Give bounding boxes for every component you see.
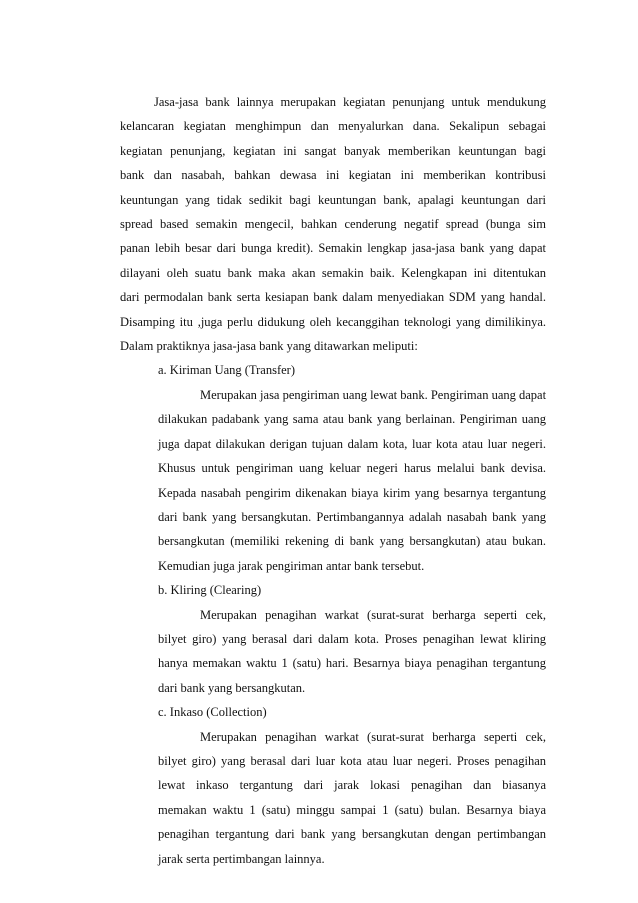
intro-line: panan lebih besar dari bunga kredit). Semakin lengkap jasa-jasa bank yang dapat [120, 241, 546, 256]
intro-line: Jasa-jasa bank lainnya merupakan kegiatan penunjang untuk mendukung [154, 95, 546, 109]
item-line: Kemudian juga jarak pengiriman antar bank tersebut. [158, 558, 425, 573]
item-clearing [120, 578, 546, 700]
item-paragraph [158, 603, 546, 701]
item-line: Merupakan penagihan warkat (surat-surat berharga seperti cek, [200, 729, 546, 744]
intro-line: Dalam praktiknya jasa-jasa bank yang ditawarkan meliputi: [120, 339, 418, 354]
intro-line: bank dan nasabah, bahkan dewasa ini kegiatan ini memberikan kontribusi [120, 168, 546, 183]
item-line: jarak serta pertimbangan lainnya. [158, 851, 325, 866]
item-line: Kepada nasabah pengirim dikenakan biaya kirim yang besarnya tergantung [158, 485, 546, 500]
item-line: bilyet giro) yang berasal dari dalam kota. Proses penagihan lewat kliring [158, 631, 546, 646]
item-line: bilyet giro) yang berasal dari luar kota atau luar negeri. Proses penagihan [158, 753, 546, 768]
item-line: Merupakan jasa pengiriman uang lewat bank. Pengiriman uang dapat [200, 387, 547, 402]
intro-line: dari permodalan bank serta kesiapan bank dalam menyediakan SDM yang handal. [120, 290, 546, 305]
item-heading: a. Kiriman Uang (Transfer) [158, 363, 295, 378]
item-collection [120, 700, 546, 871]
item-paragraph [158, 725, 546, 871]
intro-line: kelancaran kegiatan menghimpun dan menyalurkan dana. Sekalipun sebagai [120, 119, 546, 134]
item-line: hanya memakan waktu 1 (satu) hari. Besarnya biaya penagihan tergantung [158, 656, 546, 671]
item-heading: c. Inkaso (Collection) [158, 705, 267, 720]
item-heading: b. Kliring (Clearing) [158, 583, 262, 598]
item-line: memakan waktu 1 (satu) minggu sampai 1 (satu) bulan. Besarnya biaya [158, 802, 546, 817]
item-line: dilakukan padabank yang sama atau bank yang berlainan. Pengiriman uang [158, 412, 546, 427]
item-paragraph [158, 383, 546, 578]
item-transfer [120, 358, 546, 578]
intro-line: spread based semakin mengecil, bahkan cenderung negatif spread (bunga sim [120, 217, 546, 232]
item-line: penagihan tergantung dari bank yang bersangkutan dengan pertimbangan [158, 827, 546, 842]
item-line: dari bank yang bersangkutan. [158, 680, 306, 695]
intro-line: keuntungan yang tidak sedikit bagi keuntungan bank, apalagi keuntungan dari [120, 192, 546, 207]
item-line: Merupakan penagihan warkat (surat-surat berharga seperti cek, [200, 607, 546, 622]
intro-line: Disamping itu ,juga perlu didukung oleh kecanggihan teknologi yang dimilikinya. [120, 314, 546, 329]
item-line: bersangkutan (memiliki rekening di bank yang bersangkutan) atau bukan. [158, 534, 546, 549]
item-line: Khusus untuk pengiriman uang keluar negeri harus melalui bank devisa. [158, 461, 546, 476]
item-line: lewat inkaso tergantung dari jarak lokasi penagihan dan biasanya [158, 778, 546, 793]
intro-line: kegiatan penunjang, kegiatan ini sangat banyak memberikan keuntungan bagi [120, 143, 546, 158]
intro-paragraph [120, 90, 546, 358]
intro-line: dilayani oleh suatu bank maka akan semakin baik. Kelengkapan ini ditentukan [120, 265, 546, 280]
item-line: juga dapat dilakukan derigan tujuan dalam kota, luar kota atau luar negeri. [158, 436, 546, 451]
item-line: dari bank yang bersangkutan. Pertimbangannya adalah nasabah bank yang [158, 509, 546, 524]
document-body [120, 90, 546, 871]
